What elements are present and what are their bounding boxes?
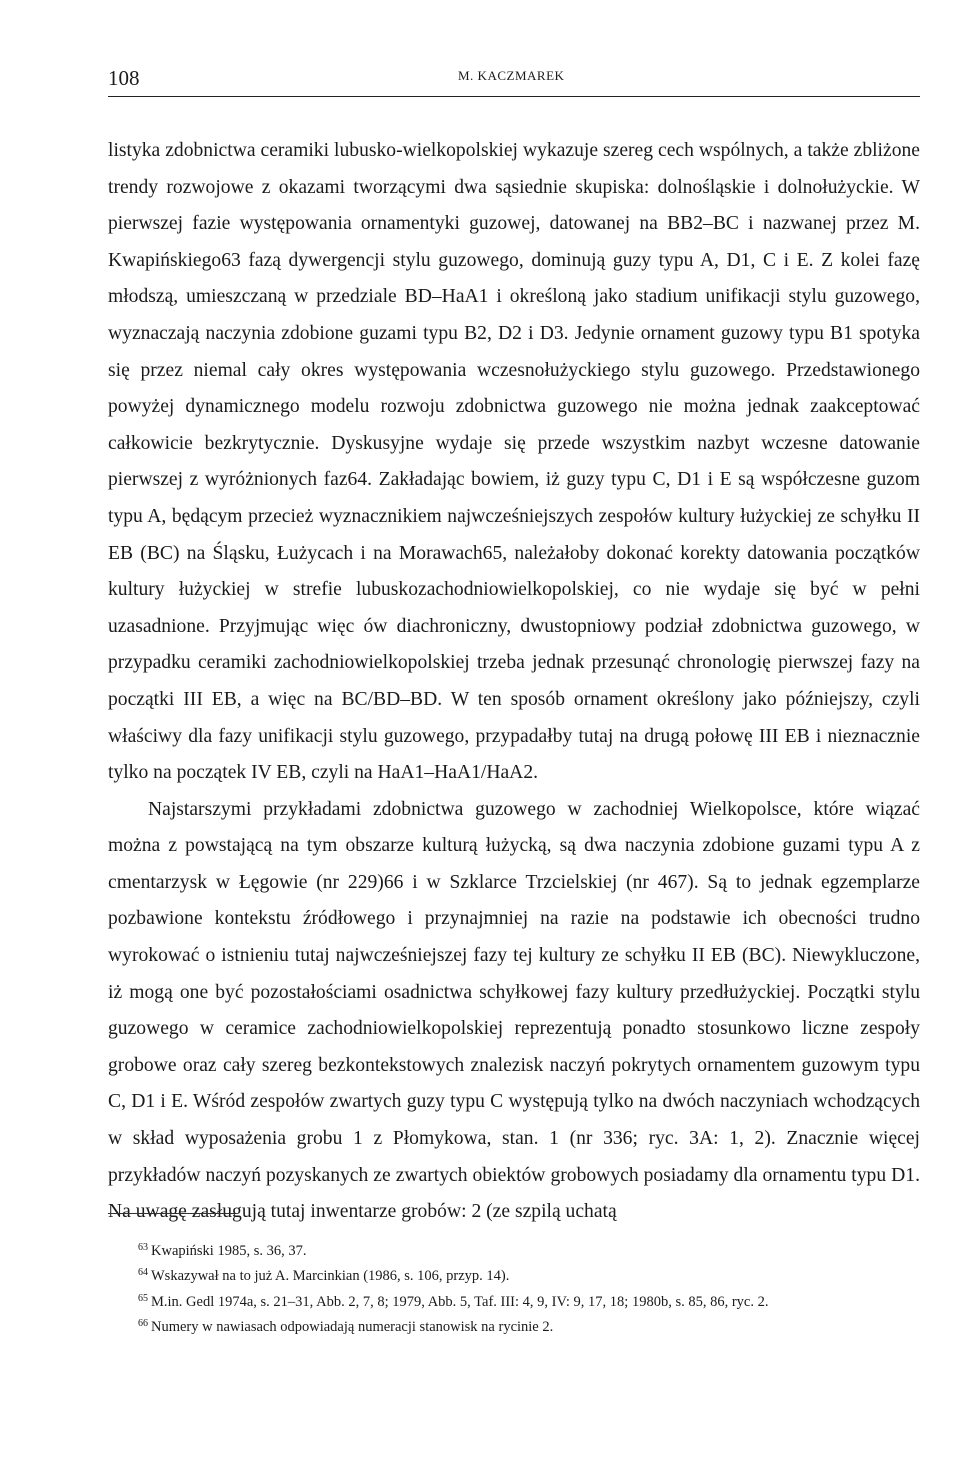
paragraph-1: listyka zdobnictwa ceramiki lubusko-wielkopolskiej wykazuje szereg cech wspólnych, a także zbliżone trendy rozwojowe z okazami tworzącymi dwa sąsiednie skupiska: dolnośląskie i dolnołużyckie. W pierwszej fazie występowania ornamentyki guzowej, datowanej na BB2–BC i nazwanej przez M. Kwapińskiego63 fazą dywergencji stylu guzowego, dominują guzy typu A, D1, C i E. Z kolei fazę młodszą, umieszczaną w przedziale BD–HaA1 i określoną jako stadium unifikacji stylu guzowego, wyznaczają naczynia zdobione guzami typu B2, D2 i D3. Jedynie ornament guzowy typu B1 spotyka się przez niemal cały okres występowania wczesnołużyckiego stylu guzowego. Przedstawionego powyżej dynamicznego modelu rozwoju zdobnictwa guzowego nie można jednak zaakceptować całkowicie bezkrytycznie. Dyskusyjne wydaje się przede wszystkim nazbyt wczesne datowanie pierwszej z wyróżnionych faz64. Zakładając bowiem, iż guzy typu C, D1 i E są współczesne guzom typu A, będącym przecież wyznacznikiem najwcześniejszych zespołów kultury łużyckiej ze schyłku II EB (BC) na Śląsku, Łużycach i na Morawach65, należałoby dokonać korekty datowania początków kultury łużyckiej w strefie lubuskozachodniowielkopolskiej, co nie wydaje się być w pełni uzasadnione. Przyjmując więc ów diachroniczny, dwustopniowy podział zdobnictwa guzowego, w przypadku ceramiki zachodniowielkopolskiej trzeba jednak przesunąć chronologię pierwszej fazy na początki III EB, a więc na BC/BD–BD. W ten sposób ornament określony jako późniejszy, czyli właściwy dla fazy unifikacji stylu guzowego, przypadałby tutaj na drugą połowę III EB i nieznacznie tylko na początek IV EB, czyli na HaA1–HaA1/HaA2. bbox=[108, 140, 920, 784]
page-header bbox=[108, 66, 920, 97]
footnote-number: 66 bbox=[138, 1317, 148, 1329]
footnote-65 bbox=[108, 1288, 920, 1313]
footnote-separator bbox=[108, 1213, 235, 1214]
footnote-number: 65 bbox=[138, 1292, 148, 1304]
main-text bbox=[108, 133, 920, 1231]
footnote-text: Numery w nawiasach odpowiadają numeracji stanowisk na rycinie 2. bbox=[151, 1318, 554, 1335]
page-number: 108 bbox=[108, 66, 140, 90]
footnote-text: Wskazywał na to już A. Marcinkian (1986, s. 106, przyp. 14). bbox=[151, 1268, 510, 1285]
footnote-64 bbox=[108, 1262, 920, 1287]
footnote-63 bbox=[108, 1237, 920, 1262]
footnote-number: 63 bbox=[138, 1242, 148, 1253]
footnotes bbox=[108, 1237, 920, 1338]
running-head: M. KACZMAREK bbox=[458, 68, 565, 83]
footnote-text: Kwapiński 1985, s. 36, 37. bbox=[151, 1243, 307, 1259]
paragraph-2: Najstarszymi przykładami zdobnictwa guzowego w zachodniej Wielkopolsce, które wiązać można z powstającą na tym obszarze kulturą łużycką, są dwa naczynia zdobione guzami typu A z cmentarzysk w Łęgowie (nr 229)66 i w Szklarce Trzcielskiej (nr 467). Są to jednak egzemplarze pozbawione kontekstu źródłowego i przynajmniej na razie na podstawie ich obecności trudno wyrokować o istnieniu tutaj najwcześniejszej fazy tej kultury ze schyłku II EB (BC). Niewykluczone, iż mogą one być pozostałościami osadnictwa schyłkowej fazy kultury przedłużyckiej. Początki stylu guzowego w ceramice zachodniowielkopolskiej reprezentują ponadto stosunkowo liczne zespoły grobowe oraz cały szereg bezkontekstowych znalezisk naczyń pokrytych ornamentem guzowym typu C, D1 i E. Wśród zespołów zwartych guzy typu C występują tylko na dwóch naczyniach wchodzących w skład wyposażenia grobu 1 z Płomykowa, stan. 1 (nr 336; ryc. 3A: 1, 2). Znacznie więcej przykładów naczyń pozyskanych ze zwartych obiektów grobowych posiadamy dla ornamentu typu D1. Na uwagę zasługują tutaj inwentarze grobów: 2 (ze szpilą uchatą bbox=[108, 798, 920, 1223]
footnote-66 bbox=[108, 1313, 920, 1338]
footnote-text: M.in. Gedl 1974a, s. 21–31, Abb. 2, 7, 8; 1979, Abb. 5, Taf. III: 4, 9, IV: 9, 17, 18; 1980b, s. 85, 86, ryc. 2. bbox=[151, 1293, 769, 1310]
footnote-number: 64 bbox=[138, 1267, 148, 1279]
